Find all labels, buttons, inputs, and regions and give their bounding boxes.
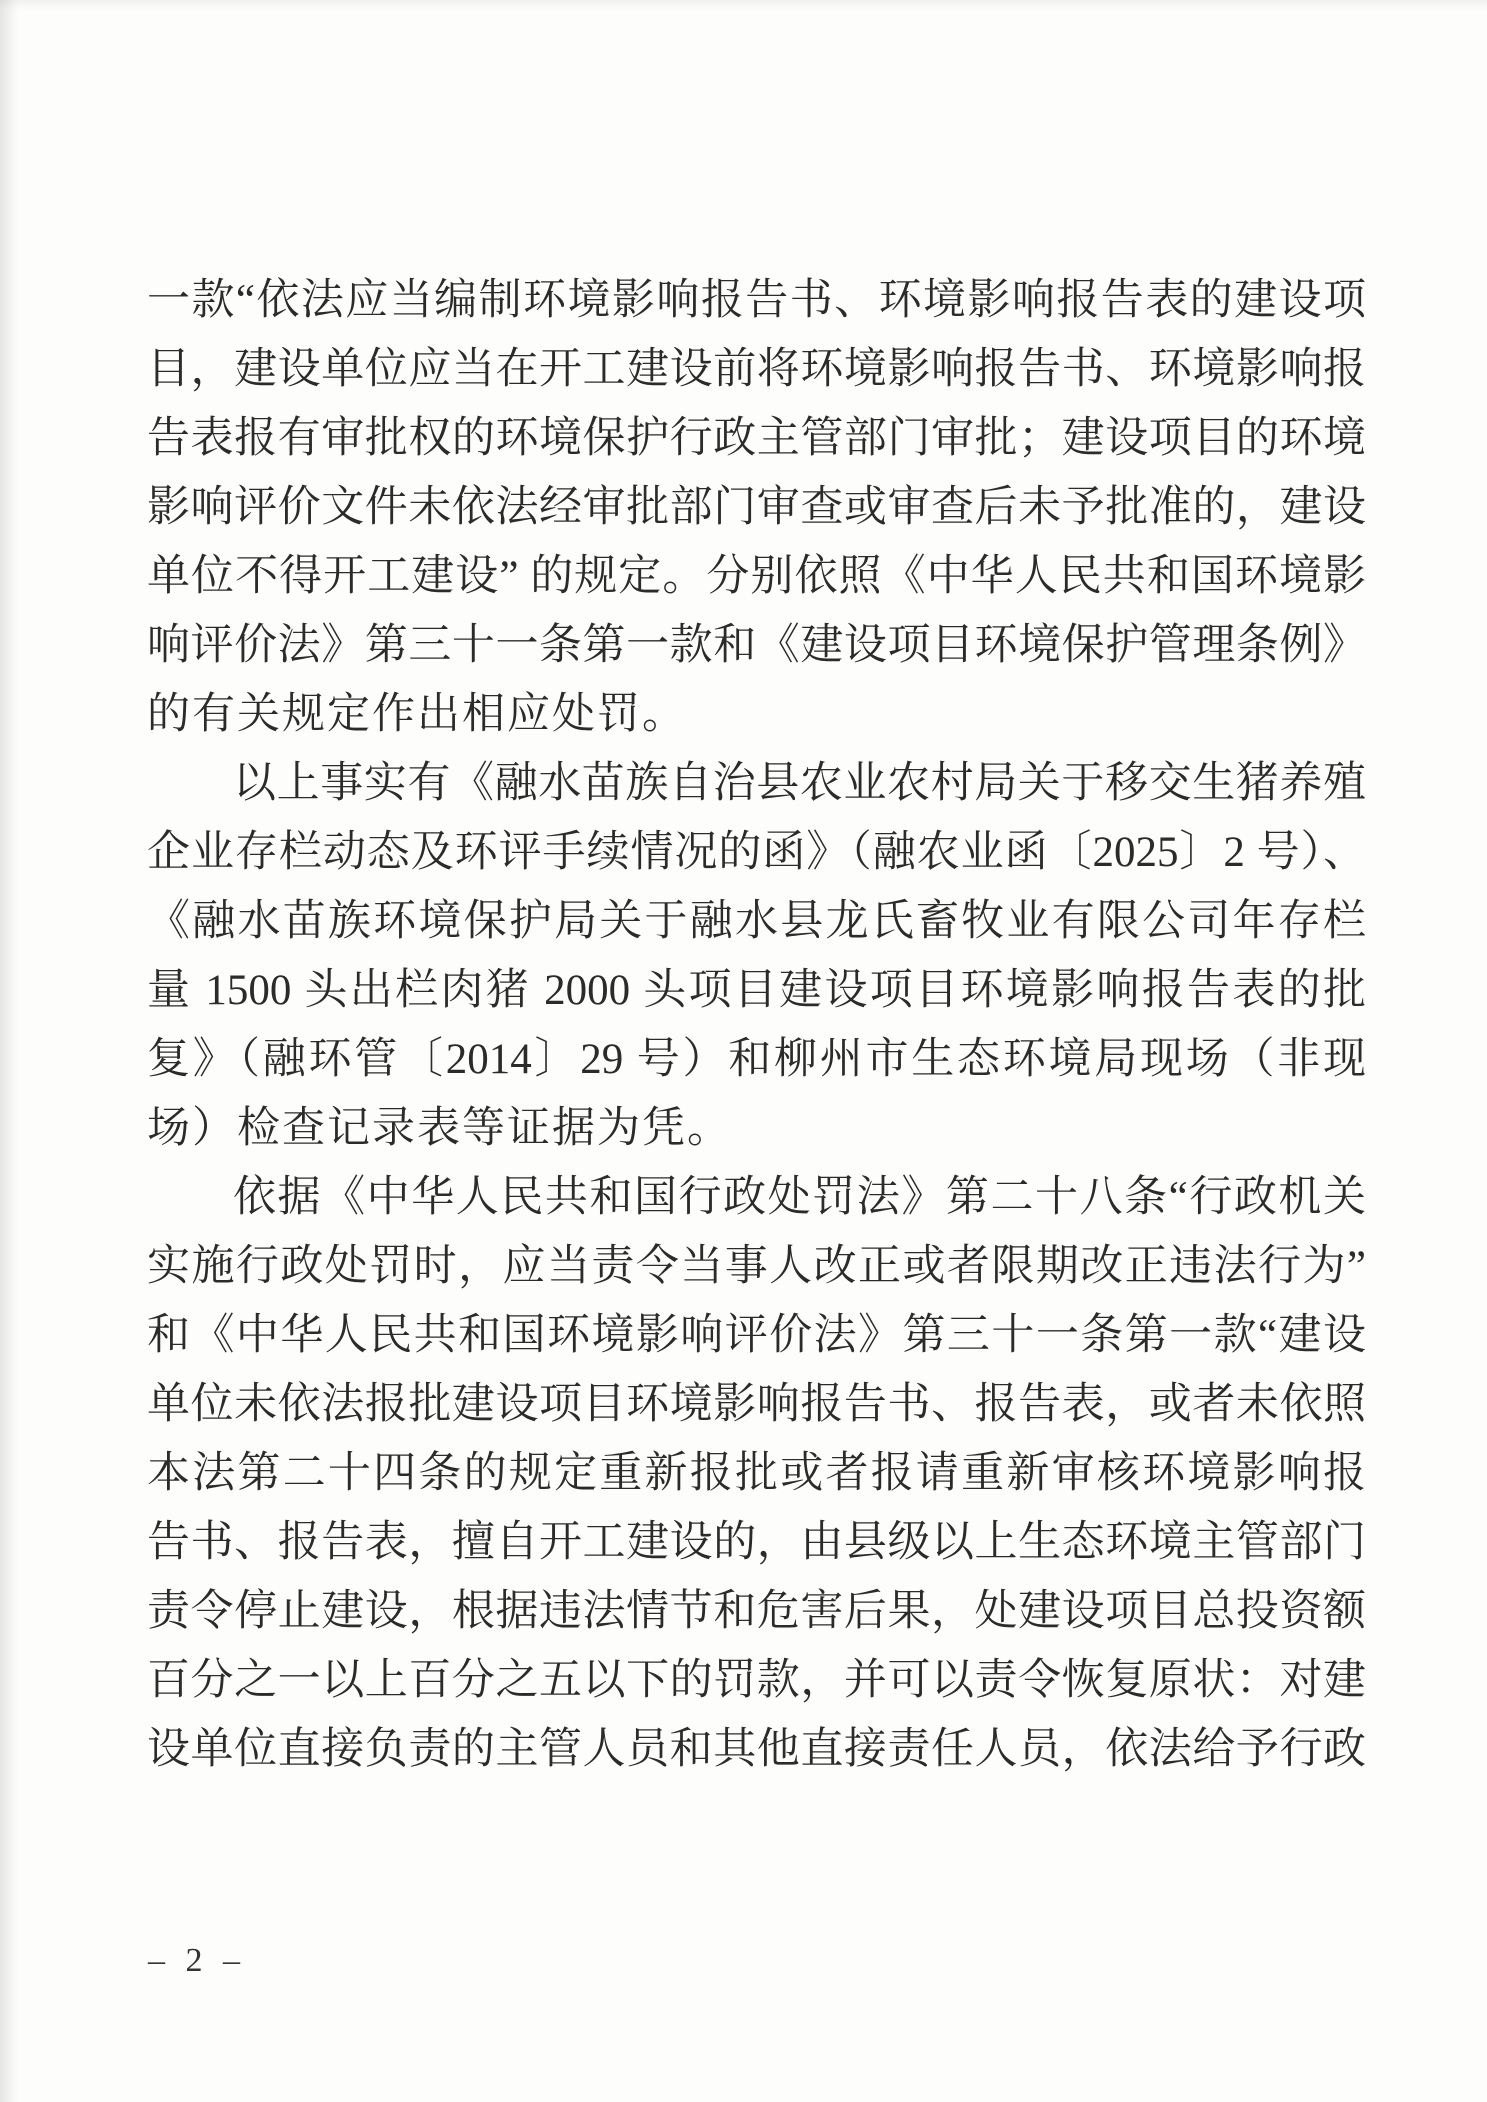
text-line: 以上事实有《融水苗族自治县农业农村局关于移交生猪养殖 (233, 760, 1366, 807)
text-line: 单位未依法报批建设项目环境影响报告书、报告表，或者未依照 (147, 1381, 1366, 1428)
paragraph-continued (147, 266, 1366, 749)
paragraph-legal-basis (147, 1163, 1366, 1784)
text-line: 百分之一以上百分之五以下的罚款，并可以责令恢复原状：对建 (147, 1657, 1366, 1704)
text-line: 告表报有审批权的环境保护行政主管部门审批；建设项目的环境 (147, 415, 1366, 462)
text-line: 本法第二十四条的规定重新报批或者报请重新审核环境影响报 (147, 1450, 1366, 1497)
text-line: 告书、报告表，擅自开工建设的，由县级以上生态环境主管部门 (147, 1519, 1366, 1566)
text-line: 影响评价文件未依法经审批部门审查或审查后未予批准的，建设 (147, 484, 1366, 531)
text-line: 单位不得开工建设” 的规定。分别依照《中华人民共和国环境影 (147, 553, 1366, 600)
text-line: 目，建设单位应当在开工建设前将环境影响报告书、环境影响报 (147, 346, 1366, 393)
document-body (147, 266, 1366, 1784)
text-line: 复》（融环管〔2014〕29 号）和柳州市生态环境局现场（非现 (147, 1036, 1366, 1083)
text-line: 的有关规定作出相应处罚。 (147, 691, 687, 738)
text-line: 设单位直接负责的主管人员和其他直接责任人员，依法给予行政 (147, 1726, 1366, 1773)
text-line: 一款“依法应当编制环境影响报告书、环境影响报告表的建设项 (147, 277, 1366, 324)
text-line: 企业存栏动态及环评手续情况的函》（融农业函〔2025〕2 号）、 (147, 829, 1366, 876)
text-line: 责令停止建设，根据违法情节和危害后果，处建设项目总投资额 (147, 1588, 1366, 1635)
text-line: 和《中华人民共和国环境影响评价法》第三十一条第一款“建设 (147, 1312, 1366, 1359)
page-number: – 2 – (148, 1942, 246, 1979)
scan-left-edge-artifact (0, 0, 18, 2102)
text-line: 量 1500 头出栏肉猪 2000 头项目建设项目环境影响报告表的批 (147, 967, 1366, 1014)
text-line: 响评价法》第三十一条第一款和《建设项目环境保护管理条例》 (147, 622, 1366, 669)
text-line: 场）检查记录表等证据为凭。 (147, 1105, 732, 1152)
text-line: 实施行政处罚时，应当责令当事人改正或者限期改正违法行为” (147, 1243, 1366, 1290)
paragraph-evidence (147, 749, 1366, 1163)
text-line: 依据《中华人民共和国行政处罚法》第二十八条“行政机关 (233, 1174, 1366, 1221)
text-line: 《融水苗族环境保护局关于融水县龙氏畜牧业有限公司年存栏 (147, 898, 1366, 945)
scan-top-edge-artifact (0, 0, 1487, 10)
